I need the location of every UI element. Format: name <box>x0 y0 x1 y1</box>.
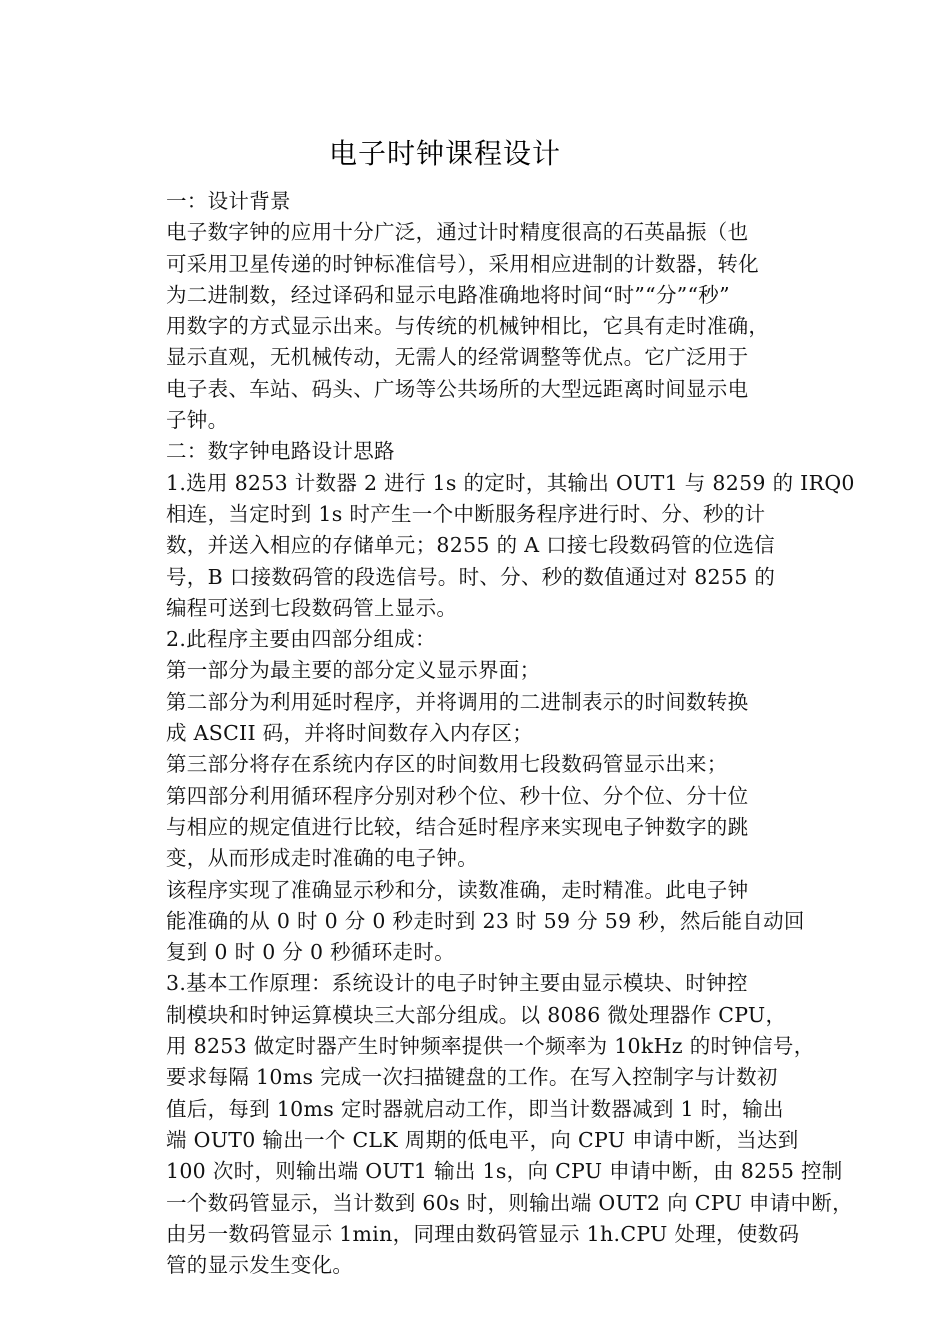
paragraph-line: 第四部分利用循环程序分别对秒个位、秒十位、分个位、分十位 <box>166 783 749 808</box>
paragraph-line: 端 OUT0 输出一个 CLK 周期的低电平，向 CPU 申请中断，当达到 <box>166 1127 799 1152</box>
paragraph-line: 制模块和时钟运算模块三大部分组成。以 8086 微处理器作 CPU， <box>166 1002 787 1027</box>
paragraph-line: 显示直观，无机械传动，无需人的经常调整等优点。它广泛用于 <box>166 345 749 370</box>
paragraph-line: 100 次时，则输出端 OUT1 输出 1s，向 CPU 申请中断，由 8255 控制 <box>166 1159 843 1184</box>
paragraph-line: 第二部分为利用延时程序，并将调用的二进制表示的时间数转换 <box>166 689 749 714</box>
paragraph-line: 能准确的从 0 时 0 分 0 秒走时到 23 时 59 分 59 秒，然后能自动回 <box>166 908 805 933</box>
paragraph-line: 成 ASCII 码，并将时间数存入内存区； <box>166 721 534 746</box>
paragraph-line: 管的显示发生变化。 <box>166 1253 354 1278</box>
section-heading-design: 二：数字钟电路设计思路 <box>166 439 395 464</box>
paragraph-line: 变，从而形成走时准确的电子钟。 <box>166 846 478 871</box>
paragraph-line: 第一部分为最主要的部分定义显示界面； <box>166 658 541 683</box>
paragraph-line: 2.此程序主要由四部分组成： <box>166 627 436 652</box>
document-title: 电子时钟课程设计 <box>328 137 561 170</box>
paragraph-line: 3.基本工作原理：系统设计的电子时钟主要由显示模块、时钟控 <box>166 971 748 996</box>
paragraph-line: 一个数码管显示，当计数到 60s 时，则输出端 OUT2 向 CPU 申请中断， <box>166 1190 853 1215</box>
paragraph-line: 该程序实现了准确显示秒和分，读数准确，走时精准。此电子钟 <box>166 877 749 902</box>
paragraph-line: 值后，每到 10ms 定时器就启动工作，即当计数器减到 1 时，输出 <box>166 1096 784 1121</box>
paragraph-line: 复到 0 时 0 分 0 秒循环走时。 <box>166 940 455 965</box>
paragraph-line: 由另一数码管显示 1min，同理由数码管显示 1h.CPU 处理，使数码 <box>166 1221 800 1246</box>
paragraph-line: 与相应的规定值进行比较，结合延时程序来实现电子钟数字的跳 <box>166 814 749 839</box>
paragraph-line: 为二进制数，经过译码和显示电路准确地将时间“时”“分”“秒” <box>166 282 730 307</box>
paragraph-line: 相连，当定时到 1s 时产生一个中断服务程序进行时、分、秒的计 <box>166 501 766 526</box>
paragraph-line: 第三部分将存在系统内存区的时间数用七段数码管显示出来； <box>166 752 728 777</box>
document-body <box>166 186 855 1281</box>
paragraph-line: 数，并送入相应的存储单元；8255 的 A 口接七段数码管的位选信 <box>166 533 775 558</box>
paragraph-line: 电子表、车站、码头、广场等公共场所的大型远距离时间显示电 <box>166 376 749 401</box>
paragraph-line: 1.选用 8253 计数器 2 进行 1s 的定时，其输出 OUT1 与 8259 的 IRQ0 <box>166 470 855 495</box>
section-heading-background: 一：设计背景 <box>166 189 291 213</box>
paragraph-line: 编程可送到七段数码管上显示。 <box>166 595 458 620</box>
paragraph-line: 电子数字钟的应用十分广泛，通过计时精度很高的石英晶振（也 <box>166 220 749 245</box>
paragraph-line: 用 8253 做定时器产生时钟频率提供一个频率为 10kHz 的时钟信号， <box>166 1034 815 1059</box>
paragraph-line: 要求每隔 10ms 完成一次扫描键盘的工作。在写入控制字与计数初 <box>166 1065 778 1090</box>
paragraph-line: 可采用卫星传递的时钟标准信号），采用相应进制的计数器，转化 <box>166 251 759 276</box>
paragraph-line: 子钟。 <box>166 408 229 433</box>
paragraph-line: 号，B 口接数码管的段选信号。时、分、秒的数值通过对 8255 的 <box>166 564 776 589</box>
paragraph-line: 用数字的方式显示出来。与传统的机械钟相比，它具有走时准确， <box>166 314 770 339</box>
